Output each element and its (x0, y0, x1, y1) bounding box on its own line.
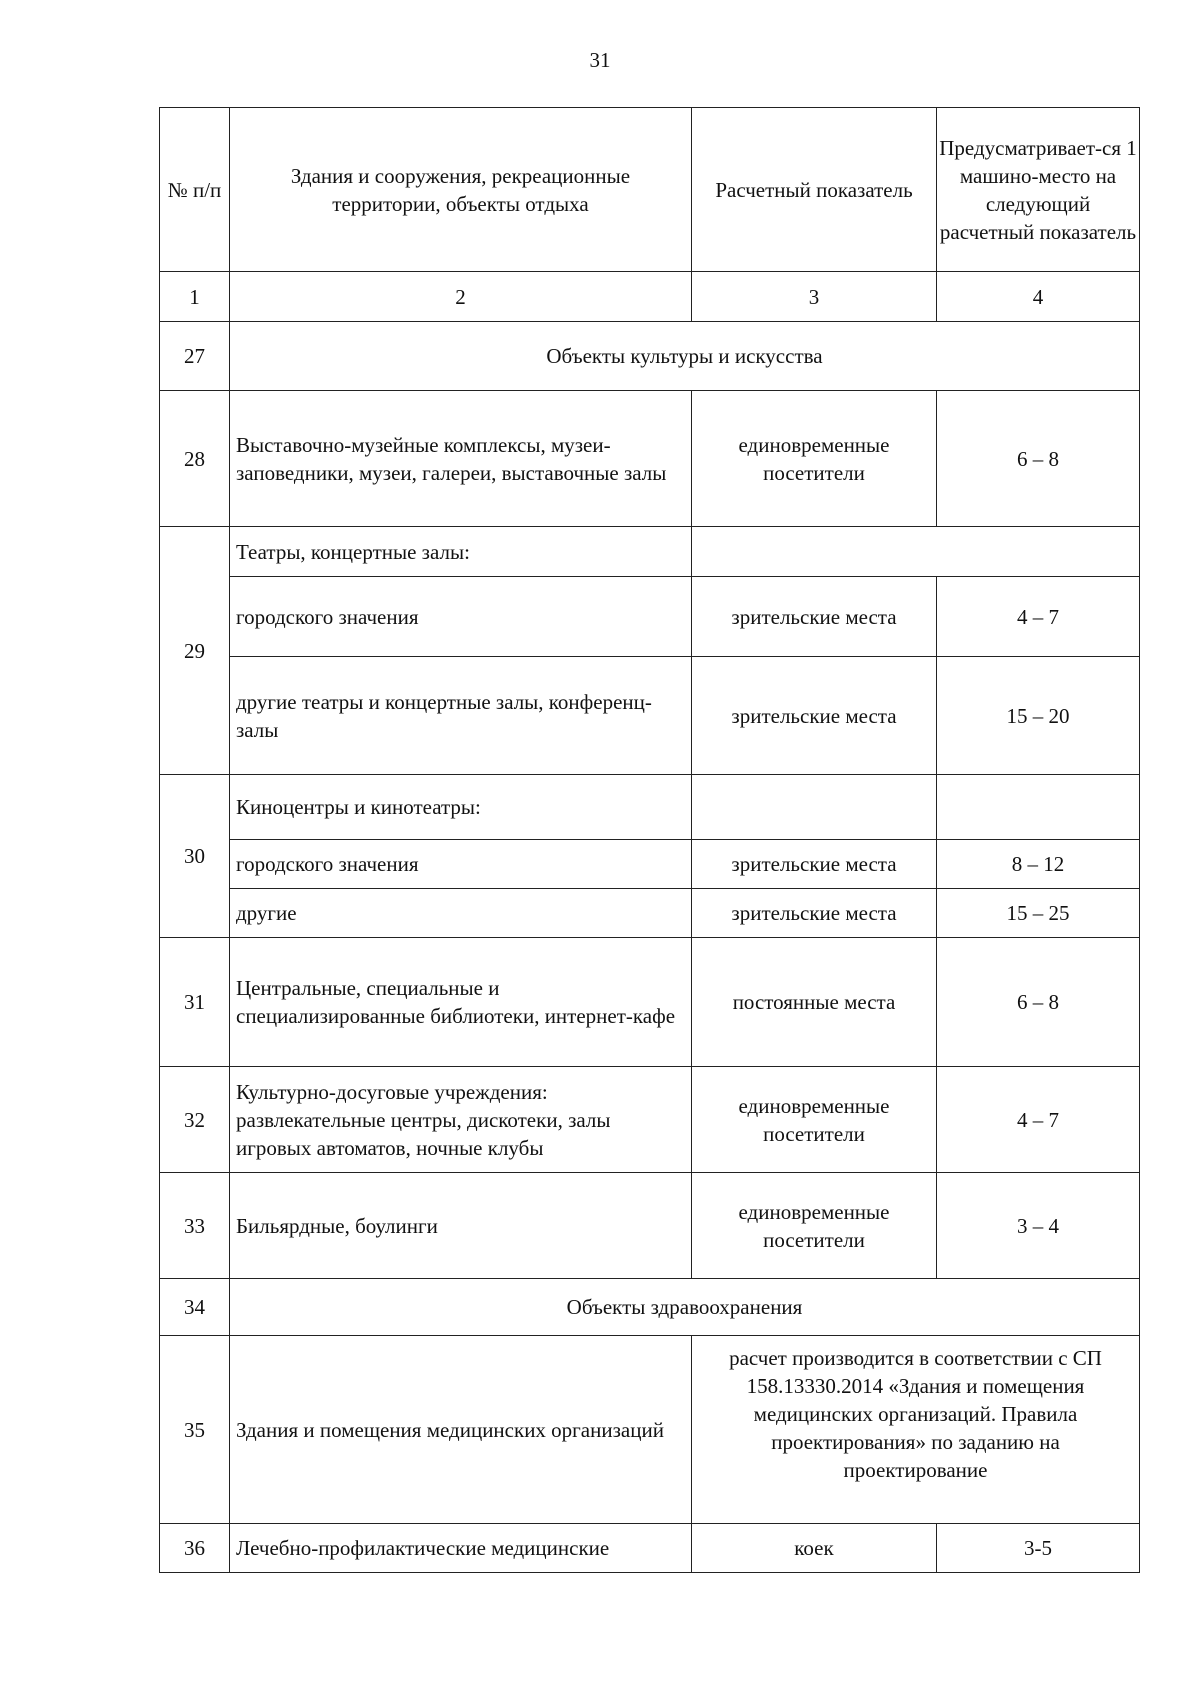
indicator: зрительские места (692, 889, 937, 938)
header-number: № п/п (160, 108, 230, 272)
row-number: 33 (160, 1173, 230, 1279)
parking-value: 4 – 7 (937, 1067, 1140, 1173)
table-header-row (160, 108, 1140, 272)
row-number: 31 (160, 938, 230, 1067)
table-row (160, 889, 1140, 938)
parking-value: 8 – 12 (937, 840, 1140, 889)
building-name: Лечебно-профилактические медицинские (230, 1524, 692, 1573)
building-name: Киноцентры и кинотеатры: (230, 775, 692, 840)
table-row (160, 1336, 1140, 1524)
table-row (160, 1173, 1140, 1279)
parking-value: 4 – 7 (937, 577, 1140, 657)
page-number: 31 (589, 48, 611, 72)
column-number: 4 (937, 272, 1140, 322)
section-heading: Объекты культуры и искусства (230, 322, 1140, 391)
empty-cell (692, 527, 1140, 577)
table-row (160, 1279, 1140, 1336)
row-number: 30 (160, 775, 230, 938)
empty-cell (692, 775, 937, 840)
row-number: 29 (160, 527, 230, 775)
building-name: другие (230, 889, 692, 938)
parking-value: 6 – 8 (937, 391, 1140, 527)
section-heading: Объекты здравоохранения (230, 1279, 1140, 1336)
table-row (160, 527, 1140, 577)
indicator: единовременные посетители (692, 1173, 937, 1279)
parking-value: 15 – 20 (937, 657, 1140, 775)
table-row (160, 938, 1140, 1067)
table-row (160, 322, 1140, 391)
table-row (160, 391, 1140, 527)
row-number: 32 (160, 1067, 230, 1173)
parking-value: 15 – 25 (937, 889, 1140, 938)
table-row (160, 775, 1140, 840)
building-name: Культурно-досуговые учреждения: развлекательные центры, дискотеки, залы игровых автоматов, ночные клубы (230, 1067, 692, 1173)
building-name: Здания и помещения медицинских организаций (230, 1336, 692, 1524)
indicator: коек (692, 1524, 937, 1573)
header-parking-per: Предусматривает-ся 1 машино-место на следующий расчетный показатель (937, 108, 1140, 272)
indicator: зрительские места (692, 577, 937, 657)
table-row (160, 577, 1140, 657)
indicator: единовременные посетители (692, 391, 937, 527)
table-row (160, 657, 1140, 775)
row-number: 27 (160, 322, 230, 391)
table-row (160, 1067, 1140, 1173)
row-number: 35 (160, 1336, 230, 1524)
building-name: Бильярдные, боулинги (230, 1173, 692, 1279)
row-number: 36 (160, 1524, 230, 1573)
indicator: единовременные посетители (692, 1067, 937, 1173)
table-row (160, 1524, 1140, 1573)
column-number: 1 (160, 272, 230, 322)
column-number: 3 (692, 272, 937, 322)
table-row (160, 840, 1140, 889)
empty-cell (937, 775, 1140, 840)
row-number: 34 (160, 1279, 230, 1336)
row-number: 28 (160, 391, 230, 527)
header-buildings: Здания и сооружения, рекреационные территории, объекты отдыха (230, 108, 692, 272)
parking-norms-table (159, 107, 1140, 1573)
indicator: зрительские места (692, 840, 937, 889)
building-name: Выставочно-музейные комплексы, музеи-заповедники, музеи, галереи, выставочные залы (230, 391, 692, 527)
building-name: Театры, концертные залы: (230, 527, 692, 577)
building-name: городского значения (230, 577, 692, 657)
header-indicator: Расчетный показатель (692, 108, 937, 272)
indicator: постоянные места (692, 938, 937, 1067)
building-name: другие театры и концертные залы, конференц-залы (230, 657, 692, 775)
column-numbers-row (160, 272, 1140, 322)
calculation-note: расчет производится в соответствии с СП 158.13330.2014 «Здания и помещения медицинских организаций. Правила проектирования» по заданию на проектирование (692, 1336, 1140, 1524)
parking-value: 3-5 (937, 1524, 1140, 1573)
building-name: городского значения (230, 840, 692, 889)
indicator: зрительские места (692, 657, 937, 775)
building-name: Центральные, специальные и специализированные библиотеки, интернет-кафе (230, 938, 692, 1067)
column-number: 2 (230, 272, 692, 322)
parking-value: 6 – 8 (937, 938, 1140, 1067)
parking-value: 3 – 4 (937, 1173, 1140, 1279)
